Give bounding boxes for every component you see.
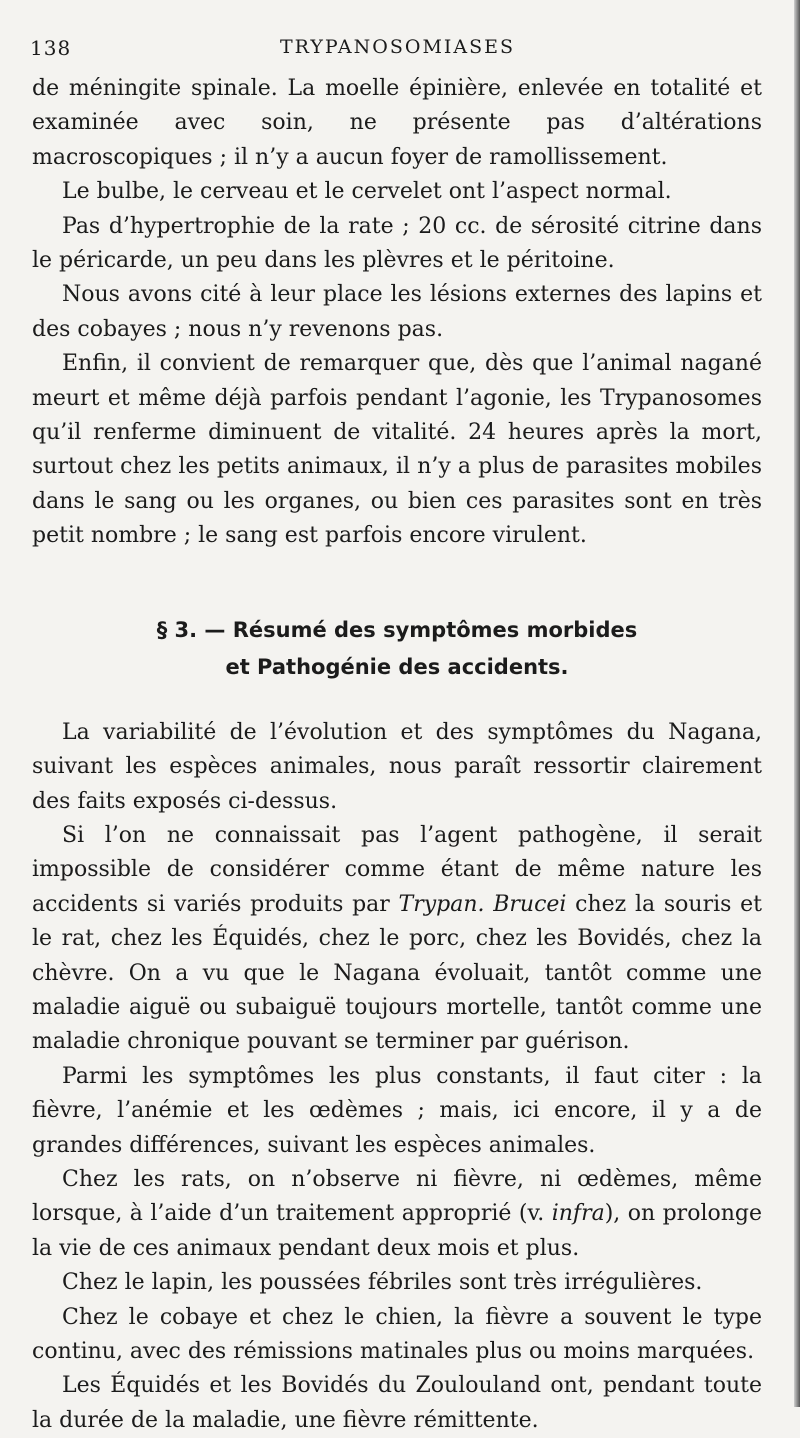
page-number: 138 xyxy=(30,36,72,60)
paragraph-agent-pathogene xyxy=(32,819,762,1060)
section-heading xyxy=(32,612,762,686)
paragraph-rate: Pas d’hypertrophie de la rate ; 20 cc. de sérosité citrine dans le péricarde, un peu dans les plèvres et le péritoine. xyxy=(32,213,762,274)
paragraph-lesions: Nous avons cité à leur place les lésions externes des lapins et des cobayes ; nous n’y revenons pas. xyxy=(32,282,762,342)
species-name: Trypan. Brucei xyxy=(398,891,567,917)
section-heading-line-2: et Pathogénie des accidents. xyxy=(225,654,569,679)
text-run: Chez les rats, on n’observe ni fièvre, ni œdèmes, même lorsque, à l’aide d’un traitement approprié (v. xyxy=(32,1166,762,1227)
infra-reference: infra xyxy=(551,1201,605,1227)
paragraph-bulbe: Le bulbe, le cerveau et le cervelet ont l’aspect normal. xyxy=(62,179,672,205)
paragraph-equides: Les Équidés et les Bovidés du Zoulouland ont, pendant toute la durée de la maladie, une fièvre rémittente. xyxy=(32,1373,762,1433)
paragraph-lapin: Chez le lapin, les poussées fébriles sont très irrégulières. xyxy=(62,1270,703,1296)
page-edge-shadow xyxy=(794,0,800,1407)
text-run: Si l’on ne connaissait pas l’agent pathogène, il serait impossible de considérer comme étant de même nature les accidents si variés produits par xyxy=(32,822,762,917)
paragraph-cobaye: Chez le cobaye et chez le chien, la fièvre a souvent le type continu, avec des rémissions matinales plus ou moins marquées. xyxy=(32,1304,762,1364)
running-title: TRYPANOSOMIASES xyxy=(279,36,516,58)
body-text xyxy=(32,72,762,1438)
paragraph-rats xyxy=(32,1163,762,1266)
paragraph-meningite: de méningite spinale. La moelle épinière, enlevée en totalité et examinée avec soin, ne présente pas d’altérations macroscopiques ; il n’y a aucun foyer de ramollissement. xyxy=(32,76,762,170)
paragraph-symptomes: Parmi les symptômes les plus constants, il faut citer : la fièvre, l’anémie et les œdèmes ; mais, ici encore, il y a de grandes différences, suivant les espèces animales. xyxy=(32,1063,762,1158)
running-head xyxy=(30,36,765,64)
paragraph-vitalite: Enfin, il convient de remarquer que, dès que l’animal nagané meurt et même déjà parfois pendant l’agonie, les Trypanosomes qu’il renferme diminuent de vitalité. 24 heures après la mort, surtout chez les petits animaux, il n’y a plus de parasites mobiles dans le sang ou les organes, ou bien ces parasites sont en très petit nombre ; le sang est parfois encore virulent. xyxy=(32,351,762,549)
text-run: chez la souris et le rat, chez les Équidés, chez le porc, chez les Bovidés, chez la chèvre. On a vu que le Nagana évoluait, tantôt comme une maladie aiguë ou subaiguë toujours mortelle, tantôt comme une maladie chronique pouvant se terminer par guérison. xyxy=(32,891,762,1055)
paragraph-variabilite: La variabilité de l’évolution et des symptômes du Nagana, suivant les espèces animales, nous paraît ressortir clairement des faits exposés ci-dessus. xyxy=(32,719,762,814)
text-run: ), on prolonge la vie de ces animaux pendant deux mois et plus. xyxy=(32,1201,763,1261)
section-heading-line-1: § 3. — Résumé des symptômes morbides xyxy=(156,617,638,642)
